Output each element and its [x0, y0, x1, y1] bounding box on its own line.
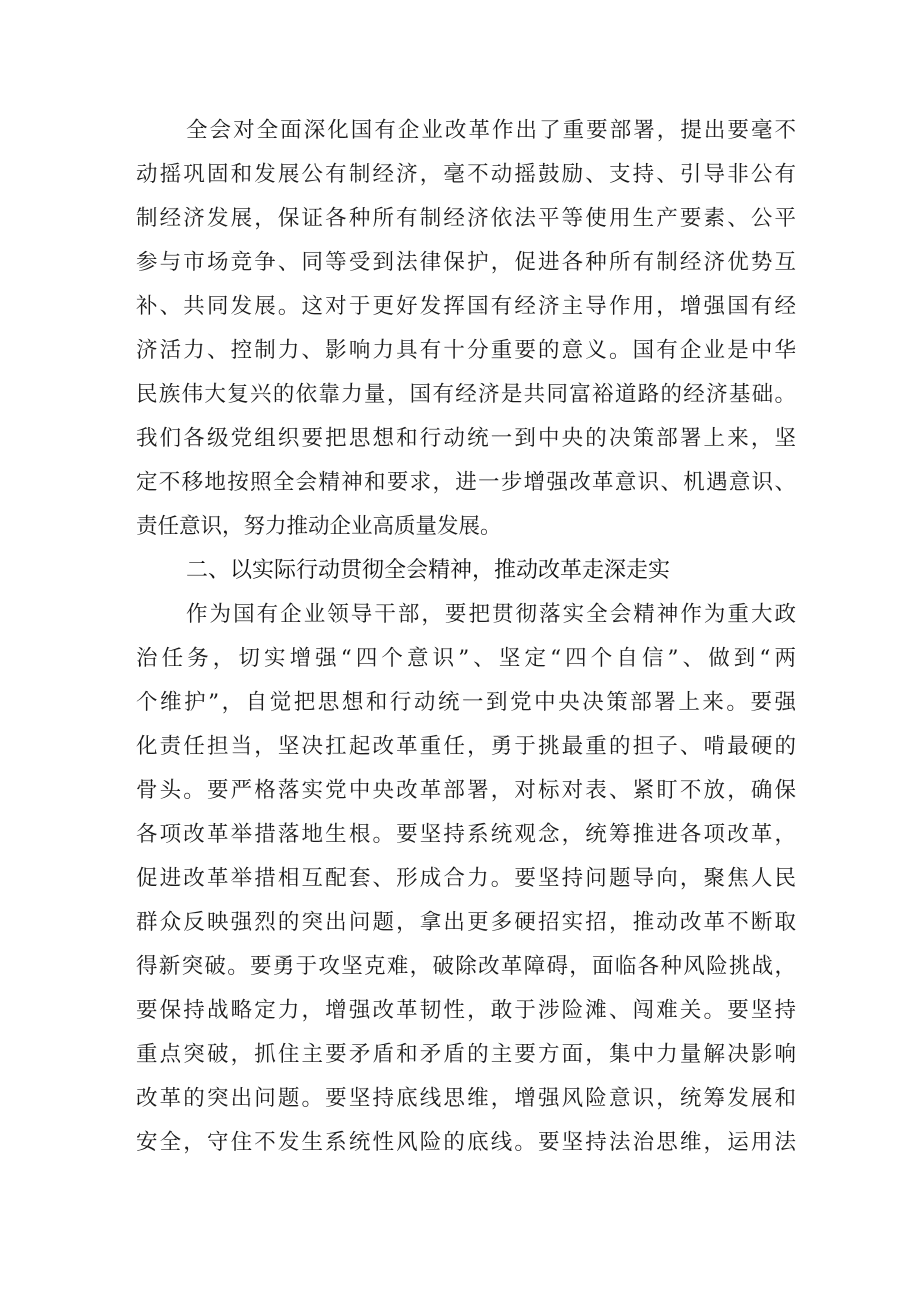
- paragraph-2-line-5: 骨头。要严格落实党中央改革部署，对标对表、紧盯不放，确保: [136, 778, 796, 803]
- paragraph-1-line-5: 补、共同发展。这对于更好发挥国有经济主导作用，增强国有经: [136, 294, 796, 319]
- paragraph-2-line-9: 得新突破。要勇于攻坚克难，破除改革障碍，面临各种风险挑战，: [136, 954, 796, 979]
- section-heading: 二、以实际行动贯彻全会精神，推动改革走深走实: [186, 558, 671, 583]
- paragraph-2-line-8: 群众反映强烈的突出问题，拿出更多硬招实招，推动改革不断取: [136, 910, 796, 935]
- paragraph-1-line-4: 参与市场竞争、同等受到法律保护，促进各种所有制经济优势互: [136, 250, 796, 275]
- paragraph-2-line-1: 作为国有企业领导干部，要把贯彻落实全会精神作为重大政: [186, 602, 796, 627]
- paragraph-1-line-3: 制经济发展，保证各种所有制经济依法平等使用生产要素、公平: [136, 206, 796, 231]
- paragraph-2-line-6: 各项改革举措落地生根。要坚持系统观念，统筹推进各项改革，: [136, 822, 796, 847]
- paragraph-1-line-9: 定不移地按照全会精神和要求，进一步增强改革意识、机遇意识、: [136, 470, 796, 495]
- paragraph-1-line-2: 动摇巩固和发展公有制经济，毫不动摇鼓励、支持、引导非公有: [136, 162, 796, 187]
- paragraph-2-line-10: 要保持战略定力，增强改革韧性，敢于涉险滩、闯难关。要坚持: [136, 998, 796, 1023]
- paragraph-2-line-3: 个维护”，自觉把思想和行动统一到党中央决策部署上来。要强: [136, 690, 796, 715]
- paragraph-1-line-7: 民族伟大复兴的依靠力量，国有经济是共同富裕道路的经济基础。: [136, 382, 796, 407]
- paragraph-2-line-2: 治任务，切实增强“四个意识”、坚定“四个自信”、做到“两: [136, 646, 796, 671]
- paragraph-2-line-11: 重点突破，抓住主要矛盾和矛盾的主要方面，集中力量解决影响: [136, 1042, 796, 1067]
- paragraph-1-line-6: 济活力、控制力、影响力具有十分重要的意义。国有企业是中华: [136, 338, 796, 363]
- paragraph-2-line-13: 安全，守住不发生系统性风险的底线。要坚持法治思维，运用法: [136, 1130, 796, 1155]
- paragraph-1-line-1: 全会对全面深化国有企业改革作出了重要部署，提出要毫不: [186, 118, 796, 143]
- paragraph-2-line-4: 化责任担当，坚决扛起改革重任，勇于挑最重的担子、啃最硬的: [136, 734, 796, 759]
- paragraph-1-line-10: 责任意识，努力推动企业高质量发展。: [136, 514, 502, 539]
- paragraph-2-line-12: 改革的突出问题。要坚持底线思维，增强风险意识，统筹发展和: [136, 1086, 796, 1111]
- paragraph-1-line-8: 我们各级党组织要把思想和行动统一到中央的决策部署上来，坚: [136, 426, 796, 451]
- paragraph-2-line-7: 促进改革举措相互配套、形成合力。要坚持问题导向，聚焦人民: [136, 866, 796, 891]
